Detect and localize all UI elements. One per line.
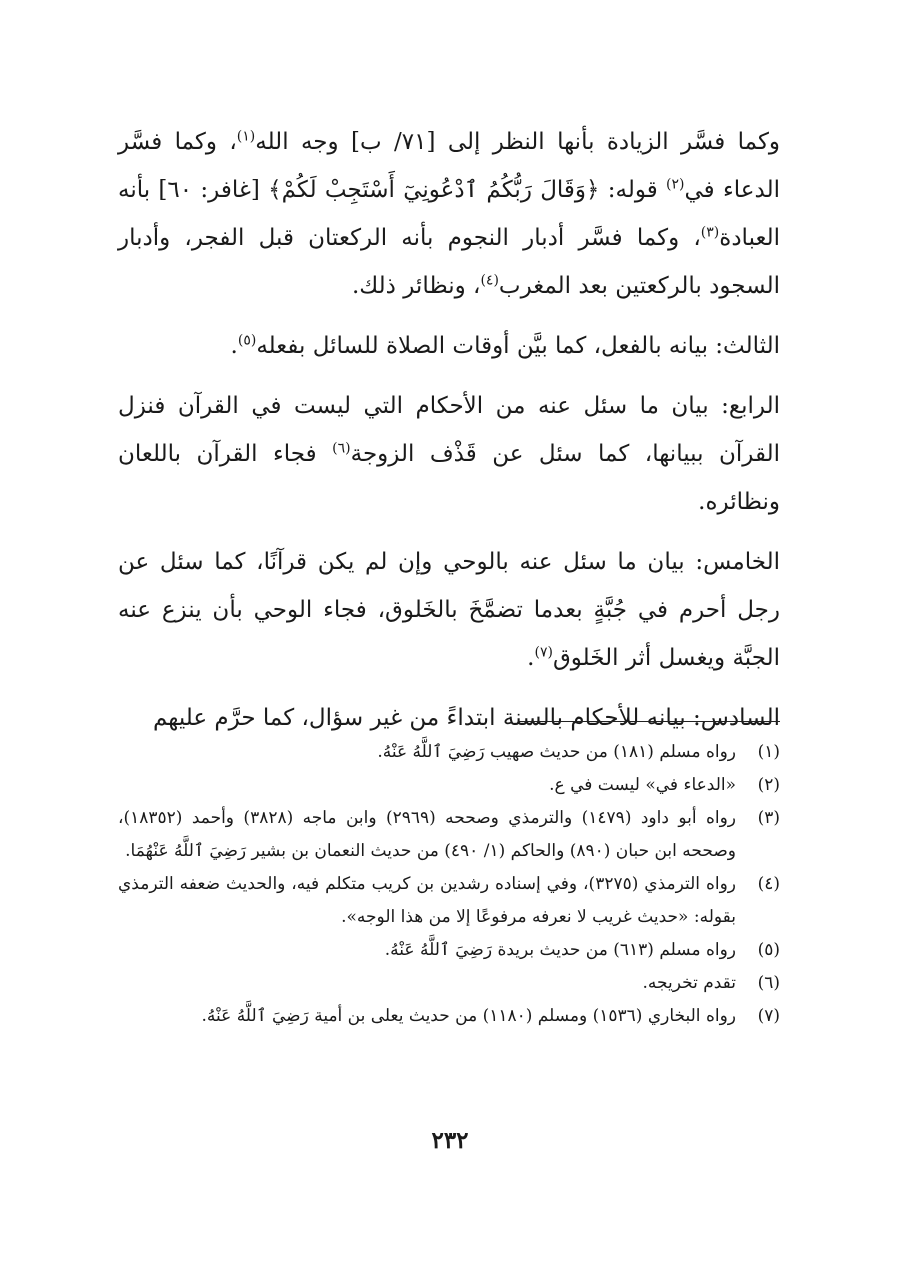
text-run: الخامس: بيان ما سئل عنه بالوحي وإن لم يكن قرآنًا، كما سئل عن رجل أحرم في جُبَّةٍ بعدما تضمَّخَ بالخَلوق، فجاء الوحي بأن ينزع عنه الجبَّة ويغسل أثر الخَلوق	[118, 549, 780, 671]
footnote-number: (٤)	[757, 874, 780, 894]
footnote-text: رواه البخاري (١٥٣٦) ومسلم (١١٨٠) من حديث يعلى بن أمية رَضِيَ ٱللَّهُ عَنْهُ.	[201, 1006, 736, 1026]
footnotes	[118, 736, 780, 1033]
paragraph-4	[118, 538, 780, 682]
footnote-number: (٢)	[757, 775, 780, 795]
footnote-item	[118, 769, 780, 802]
footnote-number: (١)	[757, 742, 780, 762]
footnote-text: رواه مسلم (١٨١) من حديث صهيب رَضِيَ ٱللَّهُ عَنْهُ.	[377, 742, 736, 762]
footnote-number: (٦)	[757, 973, 780, 993]
paragraph-5	[118, 694, 780, 742]
footnote-ref[interactable]: (٧)	[534, 644, 553, 661]
footnote-item	[118, 868, 780, 934]
main-text	[118, 118, 780, 754]
footnote-ref[interactable]: (٥)	[237, 332, 257, 349]
footnote-ref[interactable]: (٤)	[480, 272, 499, 289]
footnote-item	[118, 736, 780, 769]
footnote-item	[118, 967, 780, 1000]
page-number: ٢٣٢	[431, 1127, 469, 1154]
footnote-number: (٧)	[757, 1006, 780, 1026]
footnote-text: تقدم تخريجه.	[642, 973, 736, 993]
text-run: فجاء القرآن باللعان ونظائره.	[118, 441, 780, 515]
text-run: الرابع: بيان ما سئل عنه من الأحكام التي ليست في القرآن فنزل القرآن ببيانها، كما سئل عن قَذْف الزوجة	[118, 393, 780, 467]
footnote-ref[interactable]: (١)	[236, 128, 256, 145]
footnote-text: «الدعاء في» ليست في ع.	[549, 775, 736, 795]
footnote-item	[118, 802, 780, 868]
text-run: ، وكما فسَّر أدبار النجوم بأنه الركعتان قبل الفجر، وأدبار السجود بالركعتين بعد المغرب	[118, 225, 780, 299]
text-run: .	[527, 645, 535, 671]
footnote-text: رواه مسلم (٦١٣) من حديث بريدة رَضِيَ ٱللَّهُ عَنْهُ.	[384, 940, 736, 960]
paragraph-1	[118, 118, 780, 310]
text-run: ، وكما فسَّر الدعاء في	[118, 129, 780, 203]
footnote-ref[interactable]: (٣)	[700, 224, 720, 241]
footnote-ref[interactable]: (٦)	[332, 440, 351, 457]
footnote-number: (٣)	[757, 808, 780, 828]
footnote-text: رواه الترمذي (٣٢٧٥)، وفي إسناده رشدين بن كريب متكلم فيه، والحديث ضعفه الترمذي بقوله: «حديث غريب لا نعرفه مرفوعًا إلا من هذا الوجه».	[118, 874, 736, 927]
text-run: قوله: ﴿وَقَالَ رَبُّكُمُ ٱدْعُونِيٓ أَسْتَجِبْ لَكُمْ﴾ [غافر: ٦٠] بأنه العبادة	[118, 177, 780, 251]
text-run: ، ونظائر ذلك.	[351, 273, 481, 299]
footnote-text: رواه أبو داود (١٤٧٩) والترمذي وصححه (٢٩٦٩) وابن ماجه (٣٨٢٨) وأحمد (١٨٣٥٢)، وصححه ابن حبان (٨٩٠) والحاكم (١/ ٤٩٠) من حديث النعمان بن بشير رَضِيَ ٱللَّهُ عَنْهُمَا.	[118, 808, 737, 861]
text-run: وكما فسَّر الزيادة بأنها النظر إلى [٧١/ ب] وجه الله	[255, 129, 780, 155]
text-run: الثالث: بيانه بالفعل، كما بيَّن أوقات الصلاة للسائل بفعله	[256, 333, 780, 359]
footnote-item	[118, 1000, 780, 1033]
footnote-item	[118, 934, 780, 967]
text-run: .	[230, 333, 238, 359]
footnote-ref[interactable]: (٢)	[666, 176, 685, 193]
text-run: السادس: بيانه للأحكام بالسنة ابتداءً من غير سؤال، كما حرَّم عليهم	[152, 705, 780, 731]
footnote-number: (٥)	[757, 940, 780, 960]
paragraph-3	[118, 382, 780, 526]
paragraph-2	[118, 322, 780, 370]
footnote-divider	[518, 721, 780, 722]
